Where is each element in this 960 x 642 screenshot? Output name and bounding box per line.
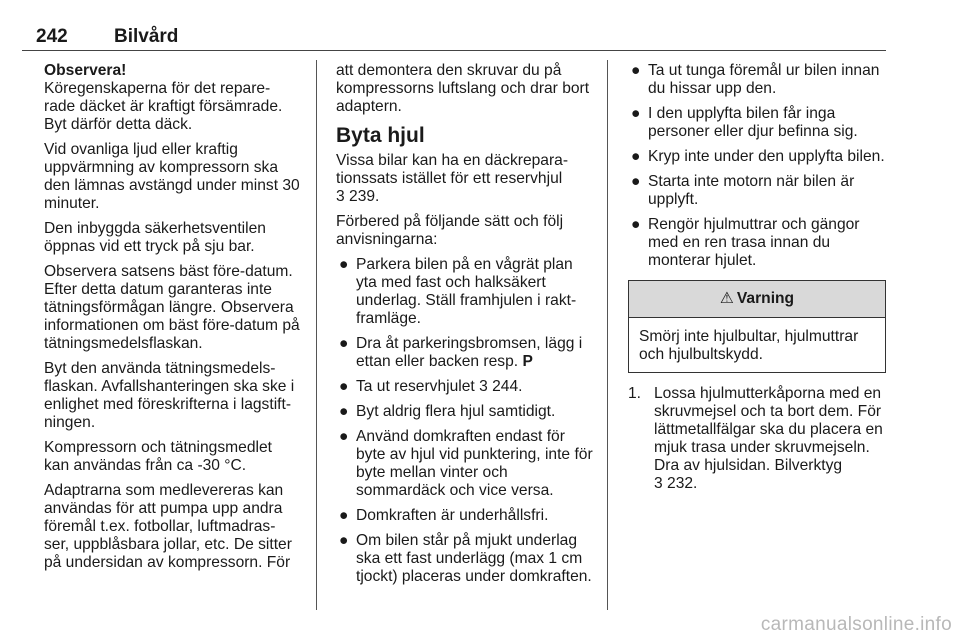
paragraph: att demontera den skruvar du på kompressorns luftslang och drar bort adaptern. (336, 62, 590, 115)
page-header (22, 22, 886, 52)
list-item (336, 532, 594, 586)
paragraph: Kompressorn och tätningsmedlet kan användas från ca -30 °C. (44, 439, 272, 474)
list-item (628, 105, 886, 141)
column-middle (336, 62, 594, 593)
list-item (628, 62, 886, 98)
paragraph: Observera satsens bäst före-datum. Efter detta datum garanteras inte tätningsförmågan längre. Observera informationen om bäst före-datum på tätningsmedelsflaskan. (44, 263, 300, 352)
column-divider (607, 60, 608, 610)
bullet-icon: ● (339, 403, 349, 420)
list-item-text: Starta inte motorn när bilen är upplyft. (648, 173, 855, 208)
intro-paragraph (336, 152, 594, 206)
warning-icon: ⚠ (719, 290, 734, 307)
list-item (628, 148, 886, 166)
list-item (336, 256, 594, 328)
intro-text: Vissa bilar kan ha en däckrepara-tionssats istället för ett reservhjul (336, 152, 569, 187)
list-item (336, 507, 594, 525)
page-reference[interactable]: 232. (667, 475, 698, 492)
bullet-icon: ● (339, 256, 349, 273)
step-number: 1. (628, 385, 642, 402)
chapter-title: Bilvård (114, 26, 179, 47)
bullet-icon: ● (339, 532, 349, 549)
list-item-text: Om bilen står på mjukt underlag ska ett fast underlägg (max 1 cm tjockt) placeras under domkraften. (356, 532, 592, 585)
list-item-text: I den upplyfta bilen får inga personer eller djur befinna sig. (648, 105, 858, 140)
column-divider (316, 60, 317, 610)
list-item-text: Domkraften är underhållsfri. (356, 507, 549, 524)
bullet-icon: ● (339, 507, 349, 524)
warning-box (628, 280, 886, 373)
list-item (336, 335, 594, 371)
numbered-list (628, 385, 886, 493)
list-item-text: Byt aldrig flera hjul samtidigt. (356, 403, 556, 420)
step-text: Lossa hjulmutterkåporna med en skruvmejsel och ta bort dem. För lättmetallfälgar ska du placera en mjuk trasa under skruvmejseln. Dra av hjulsidan. Bilverktyg (654, 385, 883, 474)
bullet-icon: ● (631, 105, 641, 122)
bullet-icon: ● (631, 148, 641, 165)
bullet-icon: ● (339, 428, 349, 445)
list-item-text: Dra åt parkeringsbromsen, lägg i ettan eller backen resp. (356, 335, 583, 370)
bullet-icon: ● (339, 335, 349, 352)
list-item (628, 173, 886, 209)
list-item-text: Rengör hjulmuttrar och gängor med en ren trasa innan du monterar hjulet. (648, 216, 860, 269)
watermark: carmanualsonline.info (760, 614, 952, 635)
ref-arrow-icon: 3 (479, 378, 488, 395)
bullet-icon: ● (631, 216, 641, 233)
list-item-text: Ta ut reservhjulet (356, 378, 475, 395)
page-reference[interactable]: 244. (492, 378, 523, 395)
column-right (628, 62, 886, 500)
list-item (336, 428, 594, 500)
list-item (336, 403, 594, 421)
list-item-text: Parkera bilen på en vågrät plan yta med fast och halksäkert underlag. Ställ framhjulen i rakt-framläge. (356, 256, 577, 327)
column-left (44, 62, 300, 579)
paragraph: Den inbyggda säkerhetsventilen öppnas vid ett tryck på sju bar. (44, 220, 266, 255)
list-item (628, 216, 886, 270)
section-heading: Byta hjul (336, 124, 425, 147)
warning-title: Varning (736, 290, 795, 307)
ref-arrow-icon: 3 (654, 475, 663, 492)
list-item-text: Använd domkraften endast för byte av hjul vid punktering, inte för byte mellan vinter och sommardäck och vice versa. (356, 428, 593, 499)
bullet-list (628, 62, 886, 270)
warning-header (629, 281, 885, 318)
bullet-icon: ● (631, 173, 641, 190)
note-title: Observera! (44, 62, 127, 79)
bullet-icon: ● (631, 62, 641, 79)
paragraph: Adaptrarna som medlevereras kan användas för att pumpa upp andra föremål t.ex. fotbollar, luftmadras-ser, uppblåsbara jollar, etc. De sitter på undersidan av kompressorn. För (44, 482, 292, 571)
list-item (628, 385, 886, 493)
gear-label: P (522, 353, 533, 370)
paragraph: Byt den använda tätningsmedels-flaskan. Avfallshanteringen ska ske i enlighet med föreskrifterna i lagstift-ningen. (44, 360, 295, 431)
bullet-icon: ● (339, 378, 349, 395)
bullet-list (336, 256, 594, 586)
page-number: 242 (36, 26, 68, 47)
ref-arrow-icon: 3 (336, 188, 345, 205)
list-item (336, 378, 594, 396)
paragraph: Förbered på följande sätt och följ anvisningarna: (336, 213, 564, 248)
paragraph: Köregenskaperna för det repare-rade däcket är kraftigt försämrade. Byt därför detta däck. (44, 80, 283, 133)
list-item-text: Kryp inte under den upplyfta bilen. (648, 148, 885, 165)
page-reference[interactable]: 239. (349, 188, 380, 205)
paragraph: Vid ovanliga ljud eller kraftig uppvärmning av kompressorn ska den lämnas avstängd under minst 30 minuter. (44, 141, 300, 212)
warning-text: Smörj inte hjulbultar, hjulmuttrar och hjulbultskydd. (639, 328, 859, 363)
list-item-text: Ta ut tunga föremål ur bilen innan du hissar upp den. (648, 62, 880, 97)
header-rule (22, 50, 886, 51)
